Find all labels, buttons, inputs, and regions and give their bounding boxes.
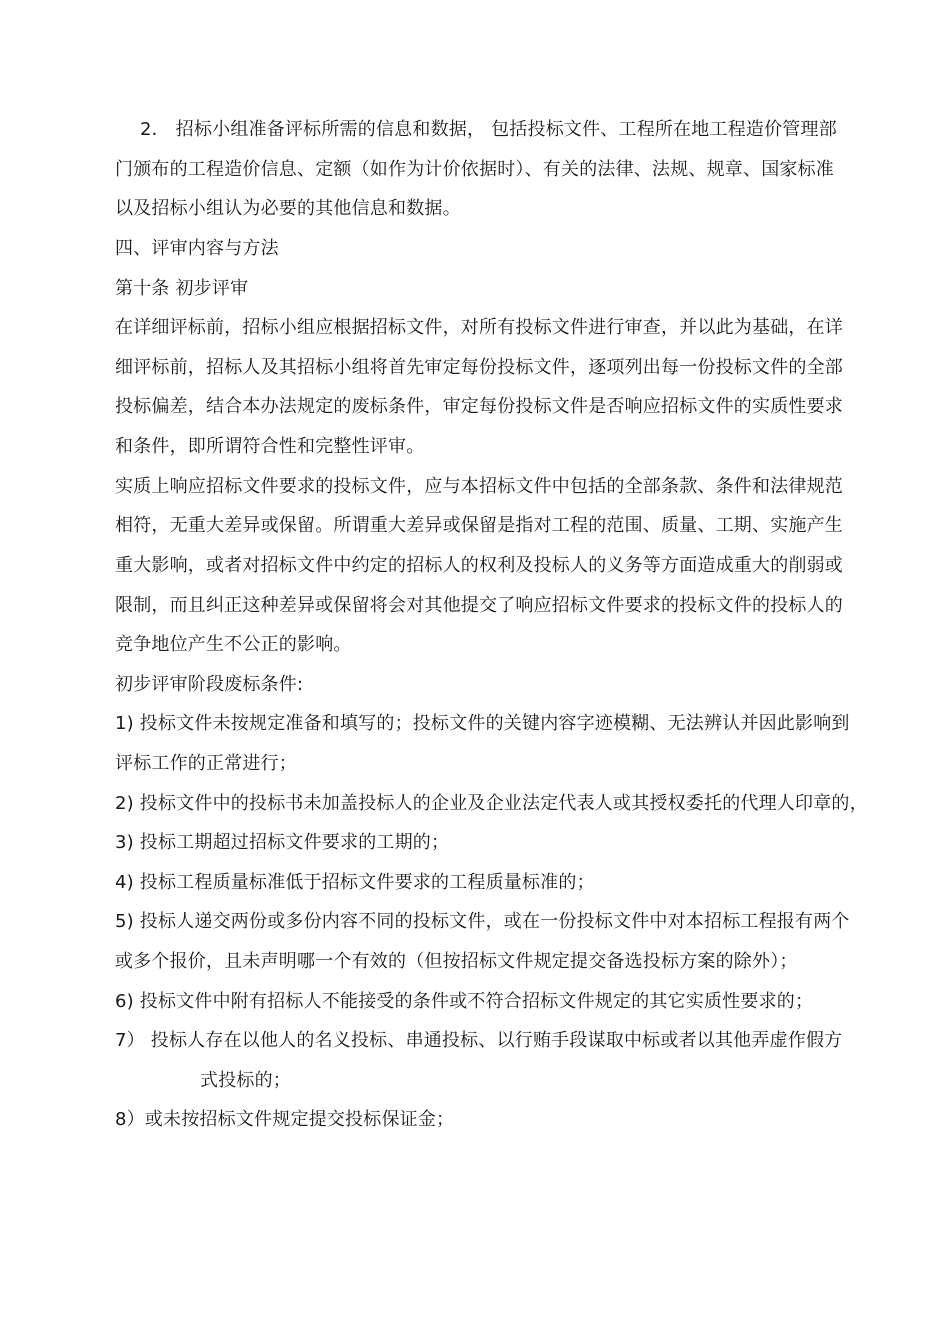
response-paragraph-line-3: 重大影响，或者对招标文件中约定的招标人的权利及投标人的义务等方面造成重大的削弱或 [115,555,843,576]
condition-7-line-1: 7） 投标人存在以他人的名义投标、串通投标、以行贿手段谋取中标或者以其他弄虚作假方 [115,1030,843,1051]
review-paragraph-line-2: 细评标前，招标人及其招标小组将首先审定每份投标文件，逐项列出每一份投标文件的全部 [115,357,843,378]
response-paragraph-line-4: 限制，而且纠正这种差异或保留将会对其他提交了响应招标文件要求的投标文件的投标人的 [115,595,843,616]
response-paragraph-line-5: 竞争地位产生不公正的影响。 [115,634,352,655]
rejection-conditions-heading: 初步评审阶段废标条件: [115,674,304,695]
response-paragraph-line-1: 实质上响应招标文件要求的投标文件，应与本招标文件中包括的全部条款、条件和法律规范 [115,476,843,497]
condition-5-line-2: 或多个报价，且未声明哪一个有效的（但按招标文件规定提交备选投标方案的除外）； [115,951,798,972]
condition-3: 3) 投标工期超过招标文件要求的工期的； [115,832,450,853]
review-paragraph-line-4: 和条件，即所谓符合性和完整性评审。 [115,436,425,457]
article-heading: 第十条 初步评审 [115,278,249,299]
section-heading: 四、评审内容与方法 [115,238,279,259]
response-paragraph-line-2: 相符，无重大差异或保留。所谓重大差异或保留是指对工程的范围、质量、工期、实施产生 [115,515,843,536]
review-paragraph-line-3: 投标偏差，结合本办法规定的废标条件，审定每份投标文件是否响应招标文件的实质性要求 [115,396,843,417]
condition-6: 6) 投标文件中附有招标人不能接受的条件或不符合招标文件规定的其它实质性要求的； [115,991,814,1012]
paragraph-2-line-1: 2． 招标小组准备评标所需的信息和数据， 包括投标文件、工程所在地工程造价管理部 [140,119,837,140]
condition-8: 8）或未按招标文件规定提交投标保证金； [115,1109,455,1130]
condition-5-line-1: 5) 投标人递交两份或多份内容不同的投标文件，或在一份投标文件中对本招标工程报有两个 [115,911,850,932]
paragraph-2-line-3: 以及招标小组认为必要的其他信息和数据。 [115,198,461,219]
paragraph-2-line-2: 门颁布的工程造价信息、定额（如作为计价依据时）、有关的法律、法规、规章、国家标准 [115,159,834,180]
condition-1-line-1: 1) 投标文件未按规定准备和填写的；投标文件的关键内容字迹模糊、无法辨认并因此影响到 [115,713,850,734]
condition-7-line-2: 式投标的； [200,1070,291,1091]
condition-2: 2) 投标文件中的投标书未加盖投标人的企业及企业法定代表人或其授权委托的代理人印章的， [115,793,868,814]
condition-4: 4) 投标工程质量标准低于招标文件要求的工程质量标准的； [115,872,595,893]
condition-1-line-2: 评标工作的正常进行； [115,753,297,774]
review-paragraph-line-1: 在详细评标前，招标小组应根据招标文件，对所有投标文件进行审查，并以此为基础，在详 [115,317,843,338]
